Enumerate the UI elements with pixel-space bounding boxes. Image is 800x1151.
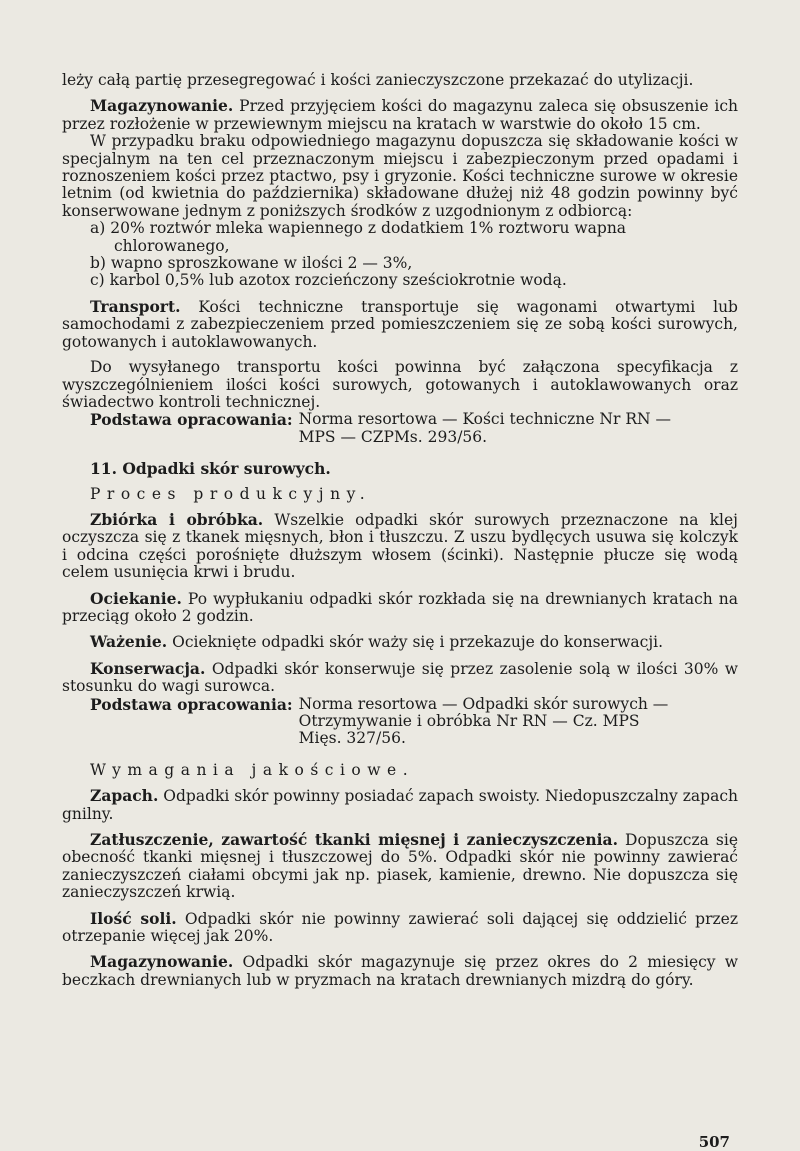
transport-paragraph (62, 298, 738, 351)
transport-text: Kości techniczne transportuje się wagonami otwartymi lub samochodami z zabezpieczeniem przed pomieszczeniem się ze sobą kości surowych, gotowanych i autoklawowanych. (62, 297, 738, 351)
drain-paragraph (62, 590, 738, 626)
page-number: 507 (698, 1133, 730, 1151)
fat-text: Dopuszcza się obecność tkanki mięsnej i tłuszczowej do 5%. Odpadki skór nie powinny zawierać zanieczyszczeń ciałami obcymi jak np. piasek, kamienie, drewno. Nie dopuszcza się zanieczyszczeń krwią. (62, 831, 738, 902)
preserve-paragraph (62, 660, 738, 696)
basis-value-1 (299, 411, 738, 446)
quality-storage-text: Odpadki skór magazynuje się przez okres do 2 miesięcy w beczkach drewnianych lub w pryzmach na kratach drewnianych mizdrą do góry. (62, 953, 738, 989)
preserve-text: Odpadki skór konserwuje się przez zasolenie solą w ilości 30% w stosunku do wagi surowca. (62, 659, 739, 696)
drain-text: Po wypłukaniu odpadki skór rozkłada się na drewnianych kratach na przeciąg około 2 godzin. (62, 589, 738, 625)
weigh-paragraph (62, 633, 738, 651)
transport-heading: Transport. (90, 296, 181, 316)
basis-label-2: Podstawa opracowania: (90, 694, 293, 714)
fat-paragraph (62, 831, 738, 902)
storage-heading: Magazynowanie. (90, 96, 234, 116)
storage-text: Przed przyjęciem kości do magazynu zaleca się obsuszenie ich przez rozłożenie w przewiewnym miejscu na kratach w warstwie do około 15 cm. (62, 97, 738, 133)
salt-text: Odpadki skór nie powinny zawierać soli dającej się oddzielić przez otrzepanie więcej jak 20%. (62, 909, 738, 946)
preserve-heading: Konserwacja. (90, 658, 206, 678)
quality-storage-paragraph (62, 953, 738, 989)
quality-storage-heading: Magazynowanie. (90, 952, 234, 972)
basis-1-line-1: Norma resortowa — Kości techniczne Nr RN — (298, 410, 671, 429)
basis-2-line-1: Norma resortowa — Odpadki skór surowych — (298, 694, 669, 713)
collection-heading: Zbiórka i obróbka. (90, 509, 264, 529)
list-item-c: c) karbol 0,5% lub azotox rozcieńczony sześciokrotnie wodą. (90, 271, 567, 290)
basis-block-1 (62, 411, 738, 446)
basis-value-2 (299, 696, 738, 748)
basis-block-2 (62, 696, 738, 748)
list-item-a: a) 20% roztwór mleka wapiennego z dodatkiem 1% roztworu wapna (90, 219, 627, 238)
list-item-b: b) wapno sproszkowane w ilości 2 — 3%, (90, 254, 413, 273)
intro-paragraph: leży całą partię przesegregować i kości zanieczyszczone przekazać do utylizacji. (62, 71, 694, 89)
fat-heading: Zatłuszczenie, zawartość tkanki mięsnej i zanieczyszczenia. (90, 830, 618, 850)
collection-paragraph (62, 511, 738, 582)
section-11-title: 11. Odpadki skór surowych. (90, 459, 331, 479)
process-subtitle: Proces produkcyjny. (90, 484, 372, 503)
weigh-text: Ocieknięte odpadki skór waży się i przekazuje do konserwacji. (172, 633, 664, 652)
basis-label-1: Podstawa opracowania: (90, 410, 293, 430)
storage-paragraph (62, 97, 738, 133)
drain-heading: Ociekanie. (90, 588, 182, 608)
list-item-a-cont: chlorowanego, (114, 236, 230, 255)
salt-paragraph (62, 910, 738, 946)
storage-paragraph-2: W przypadku braku odpowiedniego magazynu dopuszcza się składowanie kości w specjalnym na ten cel przeznaczonym miejscu i zabezpieczonym przed opadami i roznoszeniem kości przez ptactwo, psy i gryzonie. Kości techniczne surowe w okresie letnim (od kwietnia do października) składowane dłużej niż 48 godzin powinny być konserwowane jednym z poniższych środków z uzgodnionym z odbiorcą: (62, 132, 738, 220)
smell-heading: Zapach. (90, 786, 159, 806)
page-content (62, 72, 738, 989)
weigh-heading: Ważenie. (90, 632, 168, 652)
basis-2-line-3: Mięs. 327/56. (298, 729, 406, 748)
collection-text: Wszelkie odpadki skór surowych przeznaczone na klej oczyszcza się z tkanek mięsnych, błon i tłuszczu. Z uszu bydlęcych usuwa się kolczyk i odcina części porośnięte dłuższym włosem (ścinki). Następnie płucze się wodą celem usunięcia krwi i brudu. (62, 510, 738, 582)
basis-1-line-2: MPS — CZPMs. 293/56. (298, 427, 488, 446)
salt-heading: Ilość soli. (90, 908, 177, 928)
smell-paragraph (62, 787, 738, 823)
smell-text: Odpadki skór powinny posiadać zapach swoisty. Niedopuszczalny zapach gnilny. (62, 787, 738, 823)
quality-subtitle: Wymagania jakościowe. (90, 760, 415, 779)
transport-paragraph-2: Do wysyłanego transportu kości powinna być załączona specyfikacja z wyszczególnieniem ilości kości surowych, gotowanych i autoklawowanych oraz świadectwo kontroli technicznej. (62, 358, 738, 411)
basis-2-line-2: Otrzymywanie i obróbka Nr RN — Cz. MPS (298, 712, 640, 730)
